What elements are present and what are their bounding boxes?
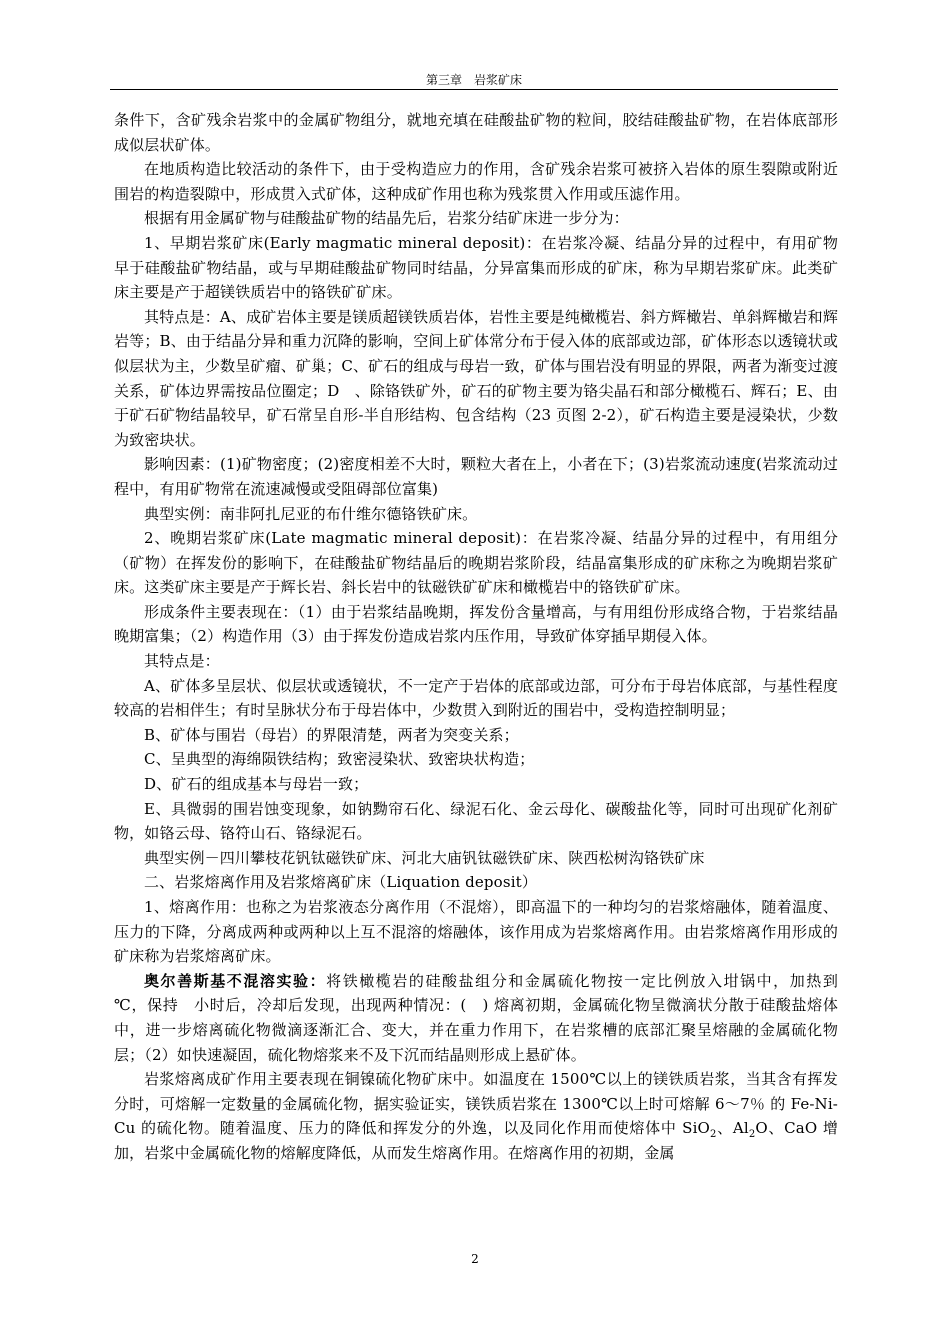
- page-number: 2: [471, 1252, 479, 1266]
- paragraph: B、矿体与围岩（母岩）的界限清楚，两者为突变关系；: [144, 725, 519, 744]
- paragraph: C、呈典型的海绵陨铁结构；致密浸染状、致密块状构造；: [144, 750, 535, 769]
- paragraph: D、矿石的组成基本与母岩一致；: [144, 775, 369, 794]
- header-rule: [110, 89, 838, 90]
- paragraph: 条件下，含矿残余岩浆中的金属矿物组分，就地充填在硅酸盐矿物的粒间，胶结硅酸盐矿物，在岩体底部形成似层状矿体。: [114, 111, 838, 154]
- paragraph: 在地质构造比较活动的条件下，由于受构造应力的作用，含矿残余岩浆可被挤入岩体的原生裂隙或附近围岩的构造裂隙中，形成贯入式矿体，这种成矿作用也称为残浆贯入作用或压滤作用。: [114, 160, 838, 203]
- body-text: [114, 108, 869, 1166]
- paragraph: 影响因素：(1)矿物密度；(2)密度相差不大时，颗粒大者在上，小者在下；(3)岩浆流动速度(岩浆流动过程中，有用矿物常在流速减慢或受阻碍部位富集): [114, 455, 838, 498]
- paragraph: 其特点是：A、成矿岩体主要是镁质超镁铁质岩体，岩性主要是纯橄榄岩、斜方辉橄岩、单斜辉橄岩和辉岩等；B、由于结晶分异和重力沉降的影响，空间上矿体常分布于侵入体的底部或边部，矿体形态以透镜状或似层状为主，少数呈矿瘤、矿巢；C、矿石的组成与母岩一致，矿体与围岩没有明显的界限，两者为渐变过渡关系，矿体边界需按品位圈定；D 、除铬铁矿外，矿石的矿物主要为铬尖晶石和部分橄榄石、辉石；E、由于矿石矿物结晶较早，矿石常呈自形-半自形结构、包含结构（23 页图 2-2），矿石构造主要是浸染状，少数为致密块状。: [114, 307, 838, 449]
- experiment-text: 将铁橄榄岩的硅酸盐组分和金属硫化物按一定比例放入坩锅中，加热到 ℃，保持 小时后，冷却后发现，出现两种情况：( ) 熔离初期，金属硫化物呈微滴状分散于硅酸盐熔体中，进一步熔离硫化物微滴逐渐汇合、变大，并在重力作用下，在岩浆槽的底部汇聚呈熔融的金属硫化物层；（2）如快速凝固，硫化物熔浆来不及下沉而结晶则形成上悬矿体。: [114, 971, 869, 1064]
- experiment-title: 奥尔善斯基不混溶实验：: [144, 971, 327, 990]
- paragraph-early-magmatic: 1、早期岩浆矿床(Early magmatic mineral deposit)：在岩浆冷凝、结晶分异的过程中，有用矿物早于硅酸盐矿物结晶，或与早期硅酸盐矿物同时结晶，分异富集而形成的矿床，称为早期岩浆矿床。此类矿床主要是产于超镁铁质岩中的铬铁矿矿床。: [114, 233, 838, 302]
- paragraph-experiment: [114, 969, 869, 1067]
- paragraph: E、具微弱的围岩蚀变现象，如钠黝帘石化、绿泥石化、金云母化、碳酸盐化等，同时可出现矿化剂矿物，如铬云母、铬符山石、铬绿泥石。: [114, 799, 838, 843]
- subscript: 2: [748, 1129, 756, 1141]
- paragraph-late-magmatic: 2、晚期岩浆矿床(Late magmatic mineral deposit)：在岩浆冷凝、结晶分异的过程中，有用组分（矿物）在挥发份的影响下，在硅酸盐矿物结晶后的晚期岩浆阶段，结晶富集形成的矿床称之为晚期岩浆矿床。这类矿床主要是产于辉长岩、斜长岩中的钛磁铁矿矿床和橄榄岩中的铬铁矿矿床。: [114, 529, 838, 597]
- subscript: 2: [710, 1129, 717, 1141]
- text-run: 、Al: [716, 1119, 749, 1138]
- section-heading: 二、岩浆熔离作用及岩浆熔离矿床（Liquation deposit）: [144, 873, 537, 892]
- running-header: 第三章 岩浆矿床: [425, 73, 522, 87]
- paragraph: 1、熔离作用：也称之为岩浆液态分离作用（不混熔），即高温下的一种均匀的岩浆熔融体，随着温度、压力的下降，分离成两种或两种以上互不混溶的熔融体，该作用成为岩浆熔离作用。由岩浆熔离作用形成的矿床称为岩浆熔离矿床。: [114, 898, 838, 966]
- paragraph: 典型实例：南非阿扎尼亚的布什维尔德铬铁矿床。: [144, 504, 478, 523]
- paragraph: A、矿体多呈层状、似层状或透镜状，不一定产于岩体的底部或边部，可分布于母岩体底部，与基性程度较高的岩相伴生；有时呈脉状分布于母岩体中，少数贯入到附近的围岩中，受构造控制明显；: [114, 676, 838, 720]
- paragraph: 其特点是：: [144, 652, 220, 671]
- paragraph: 根据有用金属矿物与硅酸盐矿物的结晶先后，岩浆分结矿床进一步分为：: [144, 209, 629, 228]
- text-run: 岩浆熔离成矿作用主要表现在铜镍硫化物矿床中。如温度在 1500℃以上的镁铁质岩浆，当其含有挥发分时，可熔解一定数量的金属硫化物，据实验证实，镁铁质岩浆在 1300℃以上时可熔解 6～7％ 的 Fe-Ni-Cu 的硫化物。随着温度、压力的降低和挥发分的外逸，以及同化作用而使熔体中 SiO: [114, 1070, 838, 1138]
- paragraph: 形成条件主要表现在：（1）由于岩浆结晶晚期，挥发份含量增高，与有用组份形成络合物，于岩浆结晶晚期富集；（2）构造作用（3）由于挥发份造成岩浆内压作用，导致矿体穿插早期侵入体。: [114, 602, 838, 646]
- paragraph-liquation: [114, 1067, 838, 1165]
- paragraph: 典型实例－四川攀枝花钒钛磁铁矿床、河北大庙钒钛磁铁矿床、陕西松树沟铬铁矿床: [144, 848, 705, 867]
- text-run: O、CaO 增加，岩浆中金属硫化物的熔解度降低，从而发生熔离作用。在熔离作用的初期，金属: [114, 1119, 838, 1162]
